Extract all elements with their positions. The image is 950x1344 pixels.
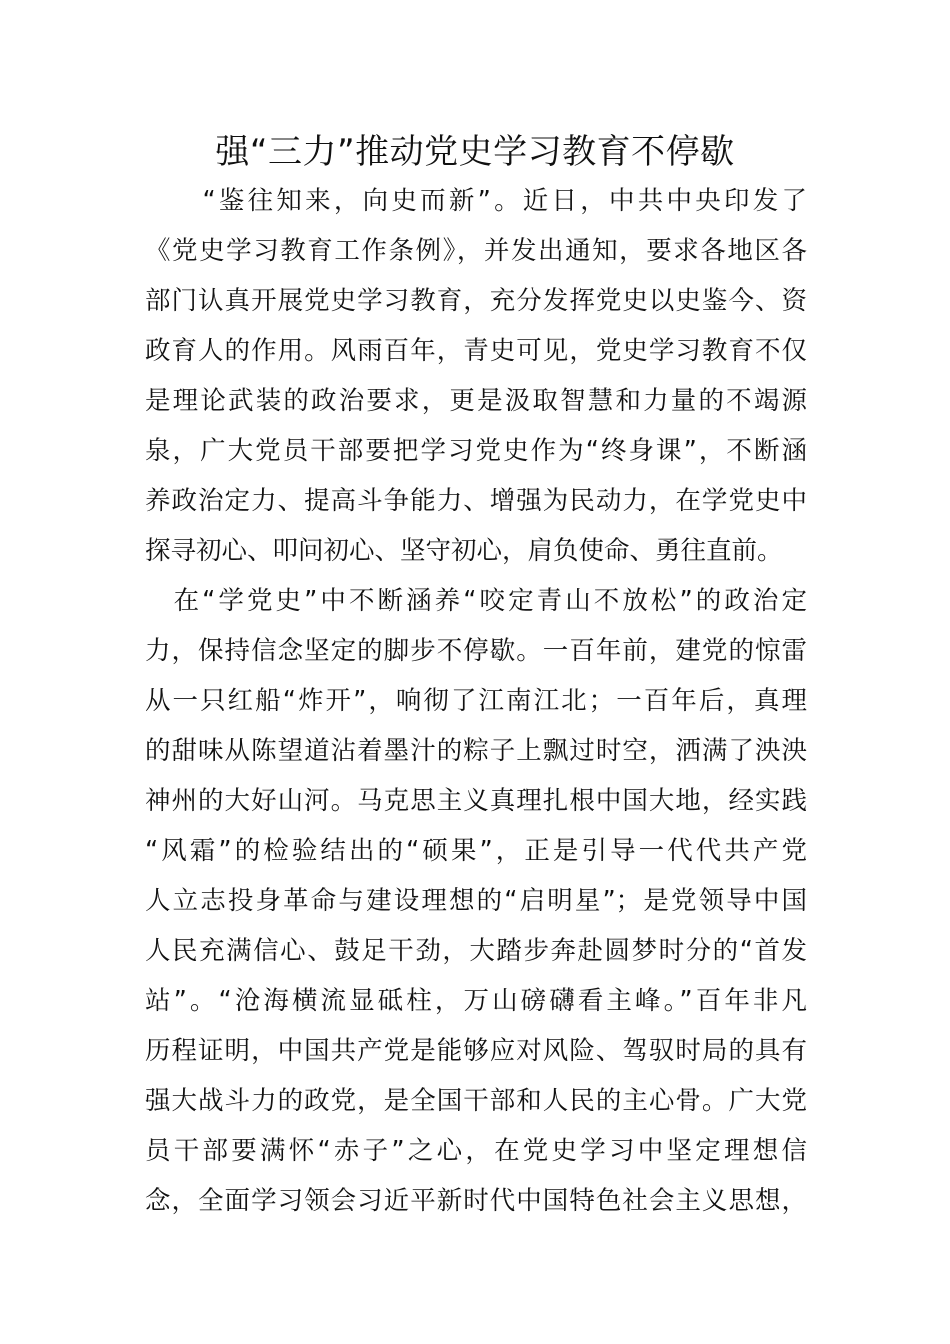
body-line: 念，全面学习领会习近平新时代中国特色社会主义思想， <box>145 1186 807 1216</box>
body-line: 员干部要满怀“赤子”之心，在党史学习中坚定理想信 <box>145 1136 807 1166</box>
body-line: 是理论武装的政治要求，更是汲取智慧和力量的不竭源 <box>145 386 807 416</box>
body-line: 探寻初心、叩问初心、坚守初心，肩负使命、勇往直前。 <box>145 536 783 566</box>
body-line: 强大战斗力的政党，是全国干部和人民的主心骨。广大党 <box>145 1086 807 1116</box>
body-line: 神州的大好山河。马克思主义真理扎根中国大地，经实践 <box>145 786 807 816</box>
body-line: 力，保持信念坚定的脚步不停歇。一百年前，建党的惊雷 <box>145 636 807 666</box>
document-title: 强“三力”推动党史学习教育不停歇 <box>215 132 735 172</box>
body-line: 部门认真开展党史学习教育，充分发挥党史以史鉴今、资 <box>145 286 807 316</box>
document-body <box>145 176 807 1226</box>
body-line: 在“学党史”中不断涵养“咬定青山不放松”的政治定 <box>145 586 807 616</box>
body-line: 从一只红船“炸开”，响彻了江南江北；一百年后，真理 <box>145 686 807 716</box>
body-line: “鉴往知来，向史而新”。近日，中共中央印发了 <box>145 186 807 216</box>
body-line: 历程证明，中国共产党是能够应对风险、驾驭时局的具有 <box>145 1036 807 1066</box>
body-line: 人立志投身革命与建设理想的“启明星”；是党领导中国 <box>145 886 807 916</box>
body-line: 人民充满信心、鼓足干劲，大踏步奔赴圆梦时分的“首发 <box>145 936 807 966</box>
body-line: 《党史学习教育工作条例》，并发出通知，要求各地区各 <box>145 236 807 266</box>
body-line: 站”。“沧海横流显砥柱，万山磅礴看主峰。”百年非凡 <box>145 986 807 1016</box>
body-line: 的甜味从陈望道沾着墨汁的粽子上飘过时空，洒满了泱泱 <box>145 736 807 766</box>
body-line: 泉，广大党员干部要把学习党史作为“终身课”，不断涵 <box>145 436 807 466</box>
body-line: 政育人的作用。风雨百年，青史可见，党史学习教育不仅 <box>145 336 807 366</box>
body-line: 养政治定力、提高斗争能力、增强为民动力，在学党史中 <box>145 486 807 516</box>
body-line: “风霜”的检验结出的“硕果”，正是引导一代代共产党 <box>145 836 807 866</box>
